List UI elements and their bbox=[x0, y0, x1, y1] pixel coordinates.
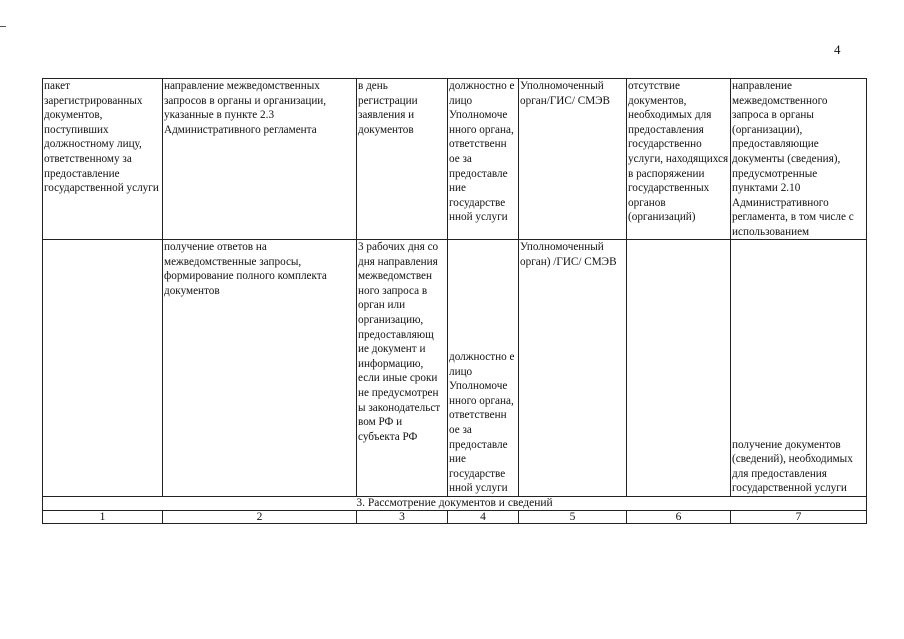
table-row bbox=[43, 79, 867, 240]
row2-col4-cell bbox=[448, 240, 519, 497]
column-number: 7 bbox=[731, 511, 867, 524]
row1-responsible: должностно е лицо Уполномоче нного органа, ответственн ое за предоставле ние государстве нной услуги bbox=[449, 80, 515, 224]
column-number: 2 bbox=[163, 511, 357, 524]
row1-action: направление межведомственных запросов в органы и организации, указанные в пункте 2.3 Административного регламента bbox=[164, 80, 327, 136]
column-numbers-row bbox=[43, 511, 867, 524]
column-number: 5 bbox=[519, 511, 627, 524]
row1-deadline: в день регистрации заявления и документов bbox=[358, 80, 418, 136]
row2-col5-cell bbox=[519, 240, 627, 497]
row2-col1-cell bbox=[43, 240, 163, 497]
row1-col7-cell bbox=[731, 79, 867, 240]
row1-result: направление межведомственного запроса в органы (организации), предоставляющие документы (сведения), предусмотренные пунктами 2.10 Административного регламента, в том числе с использованием bbox=[732, 80, 854, 238]
row2-responsible: должностно е лицо Уполномоче нного органа, ответственн ое за предоставле ние государстве нной услуги bbox=[449, 351, 515, 495]
column-number: 4 bbox=[448, 511, 519, 524]
row2-place: Уполномоченный орган) /ГИС/ СМЭВ bbox=[520, 241, 617, 268]
row2-col3-cell bbox=[357, 240, 448, 497]
table-row bbox=[43, 240, 867, 497]
procedure-table bbox=[42, 78, 867, 524]
row1-col2-cell bbox=[163, 79, 357, 240]
row2-col6-cell bbox=[627, 240, 731, 497]
section-row bbox=[43, 497, 867, 511]
row2-col7-cell bbox=[731, 240, 867, 497]
row2-result: получение документов (сведений), необходимых для предоставления государственной услуги bbox=[732, 438, 853, 495]
row2-action: получение ответов на межведомственные запросы, формирование полного комплекта документов bbox=[164, 241, 327, 297]
column-number: 6 bbox=[627, 511, 731, 524]
row2-input-documents bbox=[44, 240, 161, 496]
row2-criteria bbox=[628, 240, 729, 496]
column-number: 3 bbox=[357, 511, 448, 524]
row2-result-wrap bbox=[732, 240, 865, 496]
column-number: 1 bbox=[43, 511, 163, 524]
row2-responsible-wrap bbox=[449, 240, 517, 496]
section-title: 3. Рассмотрение документов и сведений bbox=[43, 497, 867, 511]
page-number: 4 bbox=[834, 42, 841, 57]
row1-col5-cell bbox=[519, 79, 627, 240]
row1-col6-cell bbox=[627, 79, 731, 240]
row1-criteria: отсутствие документов, необходимых для предоставления государственно услуги, находящихся в распоряжении государственных органов (организаций) bbox=[628, 80, 729, 224]
row1-col3-cell bbox=[357, 79, 448, 240]
row1-col4-cell bbox=[448, 79, 519, 240]
row1-col1-cell bbox=[43, 79, 163, 240]
row1-place: Уполномоченный орган/ГИС/ СМЭВ bbox=[520, 80, 611, 107]
row1-input-documents: пакет зарегистрированных документов, поступивших должностному лицу, ответственному за предоставление государственной услуги bbox=[44, 80, 159, 195]
row2-deadline: 3 рабочих дня со дня направления межведомствен ного запроса в орган или организацию, предоставляющ ие документ и информацию, если иные сроки не предусмотрен ы законодательст вом РФ и субъекта РФ bbox=[358, 241, 441, 443]
scan-edge-mark bbox=[0, 26, 6, 27]
row2-col2-cell bbox=[163, 240, 357, 497]
